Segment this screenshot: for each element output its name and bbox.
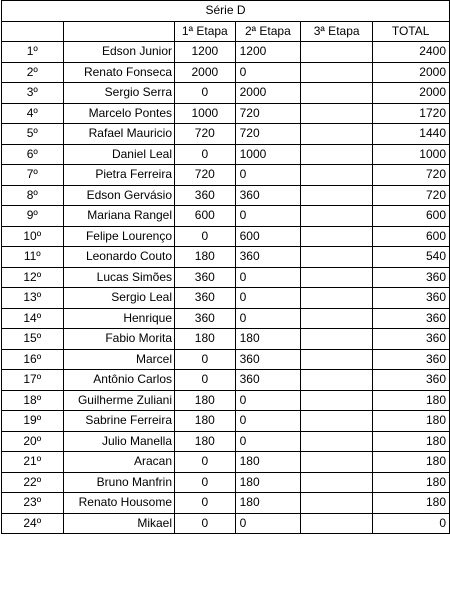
- table-row: [2, 124, 450, 145]
- row-etapa-3: [301, 103, 373, 124]
- row-etapa-2: 0: [235, 308, 300, 329]
- row-etapa-1: 720: [175, 165, 236, 186]
- row-etapa-2: 0: [235, 62, 300, 83]
- row-player-name: Renato Fonseca: [63, 62, 175, 83]
- row-position: 8º: [2, 185, 64, 206]
- row-position: 16º: [2, 349, 64, 370]
- row-etapa-3: [301, 165, 373, 186]
- row-total: 720: [373, 185, 450, 206]
- header-position: [2, 21, 64, 42]
- row-total: 540: [373, 247, 450, 268]
- row-etapa-3: [301, 185, 373, 206]
- row-etapa-3: [301, 247, 373, 268]
- row-position: 21º: [2, 452, 64, 473]
- row-position: 3º: [2, 83, 64, 104]
- row-etapa-1: 0: [175, 370, 236, 391]
- row-total: 600: [373, 226, 450, 247]
- ranking-sheet: [1, 0, 450, 534]
- table-row: [2, 62, 450, 83]
- row-etapa-1: 360: [175, 267, 236, 288]
- row-player-name: Rafael Mauricio: [63, 124, 175, 145]
- row-etapa-3: [301, 411, 373, 432]
- header-etapa-1: 1ª Etapa: [175, 21, 236, 42]
- ranking-table-body: [2, 1, 450, 534]
- row-player-name: Aracan: [63, 452, 175, 473]
- table-row: [2, 42, 450, 63]
- row-total: 360: [373, 349, 450, 370]
- row-position: 18º: [2, 390, 64, 411]
- row-player-name: Fabio Morita: [63, 329, 175, 350]
- row-etapa-1: 0: [175, 452, 236, 473]
- row-player-name: Edson Gervásio: [63, 185, 175, 206]
- row-player-name: Mariana Rangel: [63, 206, 175, 227]
- row-position: 20º: [2, 431, 64, 452]
- header-etapa-2: 2ª Etapa: [235, 21, 300, 42]
- table-row: [2, 308, 450, 329]
- row-position: 1º: [2, 42, 64, 63]
- row-etapa-1: 600: [175, 206, 236, 227]
- row-etapa-2: 0: [235, 411, 300, 432]
- row-player-name: Bruno Manfrin: [63, 472, 175, 493]
- row-position: 2º: [2, 62, 64, 83]
- row-player-name: Antônio Carlos: [63, 370, 175, 391]
- row-etapa-1: 0: [175, 472, 236, 493]
- row-player-name: Sergio Leal: [63, 288, 175, 309]
- row-position: 24º: [2, 513, 64, 534]
- row-player-name: Guilherme Zuliani: [63, 390, 175, 411]
- row-position: 10º: [2, 226, 64, 247]
- row-total: 600: [373, 206, 450, 227]
- table-row: [2, 370, 450, 391]
- table-row: [2, 206, 450, 227]
- row-player-name: Marcelo Pontes: [63, 103, 175, 124]
- row-total: 360: [373, 308, 450, 329]
- row-etapa-2: 2000: [235, 83, 300, 104]
- ranking-table: [1, 0, 450, 534]
- row-total: 180: [373, 452, 450, 473]
- row-etapa-2: 0: [235, 267, 300, 288]
- row-etapa-3: [301, 267, 373, 288]
- row-player-name: Julio Manella: [63, 431, 175, 452]
- row-total: 360: [373, 267, 450, 288]
- row-etapa-1: 360: [175, 288, 236, 309]
- row-etapa-1: 0: [175, 513, 236, 534]
- title-row: [2, 1, 450, 22]
- row-etapa-2: 180: [235, 472, 300, 493]
- table-row: [2, 329, 450, 350]
- row-position: 11º: [2, 247, 64, 268]
- row-etapa-1: 180: [175, 431, 236, 452]
- table-row: [2, 411, 450, 432]
- row-total: 720: [373, 165, 450, 186]
- row-etapa-3: [301, 472, 373, 493]
- row-etapa-2: 180: [235, 329, 300, 350]
- row-player-name: Sabrine Ferreira: [63, 411, 175, 432]
- row-etapa-3: [301, 431, 373, 452]
- table-title: Série D: [2, 1, 450, 22]
- row-total: 1440: [373, 124, 450, 145]
- row-etapa-2: 0: [235, 288, 300, 309]
- row-position: 13º: [2, 288, 64, 309]
- row-total: 1720: [373, 103, 450, 124]
- row-position: 7º: [2, 165, 64, 186]
- row-etapa-3: [301, 513, 373, 534]
- table-row: [2, 247, 450, 268]
- row-total: 180: [373, 493, 450, 514]
- row-etapa-1: 0: [175, 349, 236, 370]
- header-name: [63, 21, 175, 42]
- table-row: [2, 349, 450, 370]
- row-etapa-3: [301, 83, 373, 104]
- row-position: 19º: [2, 411, 64, 432]
- row-player-name: Felipe Lourenço: [63, 226, 175, 247]
- row-etapa-1: 0: [175, 83, 236, 104]
- row-etapa-1: 1000: [175, 103, 236, 124]
- table-row: [2, 390, 450, 411]
- row-etapa-3: [301, 452, 373, 473]
- row-etapa-1: 180: [175, 247, 236, 268]
- row-total: 180: [373, 431, 450, 452]
- row-etapa-3: [301, 370, 373, 391]
- row-player-name: Daniel Leal: [63, 144, 175, 165]
- table-row: [2, 226, 450, 247]
- row-total: 180: [373, 472, 450, 493]
- table-row: [2, 83, 450, 104]
- row-total: 0: [373, 513, 450, 534]
- row-etapa-2: 360: [235, 349, 300, 370]
- row-etapa-1: 180: [175, 390, 236, 411]
- row-position: 17º: [2, 370, 64, 391]
- row-total: 1000: [373, 144, 450, 165]
- row-player-name: Lucas Simões: [63, 267, 175, 288]
- row-etapa-3: [301, 124, 373, 145]
- row-etapa-2: 1200: [235, 42, 300, 63]
- row-etapa-3: [301, 42, 373, 63]
- table-row: [2, 493, 450, 514]
- row-etapa-1: 360: [175, 185, 236, 206]
- row-position: 22º: [2, 472, 64, 493]
- row-position: 4º: [2, 103, 64, 124]
- table-row: [2, 144, 450, 165]
- row-position: 23º: [2, 493, 64, 514]
- table-row: [2, 165, 450, 186]
- row-etapa-2: 180: [235, 493, 300, 514]
- table-row: [2, 472, 450, 493]
- row-etapa-2: 360: [235, 185, 300, 206]
- row-total: 2400: [373, 42, 450, 63]
- row-etapa-1: 0: [175, 144, 236, 165]
- row-etapa-3: [301, 349, 373, 370]
- row-position: 14º: [2, 308, 64, 329]
- header-row: [2, 21, 450, 42]
- row-etapa-2: 1000: [235, 144, 300, 165]
- row-etapa-1: 2000: [175, 62, 236, 83]
- table-row: [2, 431, 450, 452]
- row-position: 9º: [2, 206, 64, 227]
- header-etapa-3: 3ª Etapa: [301, 21, 373, 42]
- row-etapa-2: 0: [235, 513, 300, 534]
- row-etapa-2: 0: [235, 206, 300, 227]
- row-player-name: Henrique: [63, 308, 175, 329]
- row-etapa-2: 0: [235, 390, 300, 411]
- row-etapa-1: 1200: [175, 42, 236, 63]
- table-row: [2, 185, 450, 206]
- row-player-name: Renato Housome: [63, 493, 175, 514]
- row-etapa-3: [301, 329, 373, 350]
- row-etapa-3: [301, 226, 373, 247]
- row-player-name: Mikael: [63, 513, 175, 534]
- row-total: 180: [373, 390, 450, 411]
- row-position: 5º: [2, 124, 64, 145]
- row-etapa-3: [301, 62, 373, 83]
- row-etapa-1: 180: [175, 329, 236, 350]
- row-etapa-2: 360: [235, 370, 300, 391]
- row-etapa-3: [301, 308, 373, 329]
- table-row: [2, 452, 450, 473]
- row-etapa-1: 0: [175, 226, 236, 247]
- table-row: [2, 103, 450, 124]
- table-row: [2, 513, 450, 534]
- header-total: TOTAL: [373, 21, 450, 42]
- row-total: 180: [373, 411, 450, 432]
- row-etapa-1: 180: [175, 411, 236, 432]
- row-etapa-2: 180: [235, 452, 300, 473]
- row-etapa-2: 0: [235, 431, 300, 452]
- row-player-name: Sergio Serra: [63, 83, 175, 104]
- row-player-name: Pietra Ferreira: [63, 165, 175, 186]
- row-player-name: Marcel: [63, 349, 175, 370]
- row-total: 360: [373, 329, 450, 350]
- row-total: 2000: [373, 83, 450, 104]
- row-etapa-2: 720: [235, 103, 300, 124]
- row-position: 6º: [2, 144, 64, 165]
- row-position: 15º: [2, 329, 64, 350]
- row-total: 2000: [373, 62, 450, 83]
- row-player-name: Leonardo Couto: [63, 247, 175, 268]
- row-total: 360: [373, 288, 450, 309]
- row-etapa-3: [301, 206, 373, 227]
- row-etapa-2: 600: [235, 226, 300, 247]
- row-etapa-3: [301, 493, 373, 514]
- row-etapa-3: [301, 144, 373, 165]
- row-etapa-2: 360: [235, 247, 300, 268]
- row-etapa-1: 360: [175, 308, 236, 329]
- row-etapa-2: 0: [235, 165, 300, 186]
- table-row: [2, 288, 450, 309]
- row-etapa-3: [301, 390, 373, 411]
- table-row: [2, 267, 450, 288]
- row-total: 360: [373, 370, 450, 391]
- row-etapa-1: 0: [175, 493, 236, 514]
- row-etapa-3: [301, 288, 373, 309]
- row-etapa-1: 720: [175, 124, 236, 145]
- row-etapa-2: 720: [235, 124, 300, 145]
- row-player-name: Edson Junior: [63, 42, 175, 63]
- row-position: 12º: [2, 267, 64, 288]
